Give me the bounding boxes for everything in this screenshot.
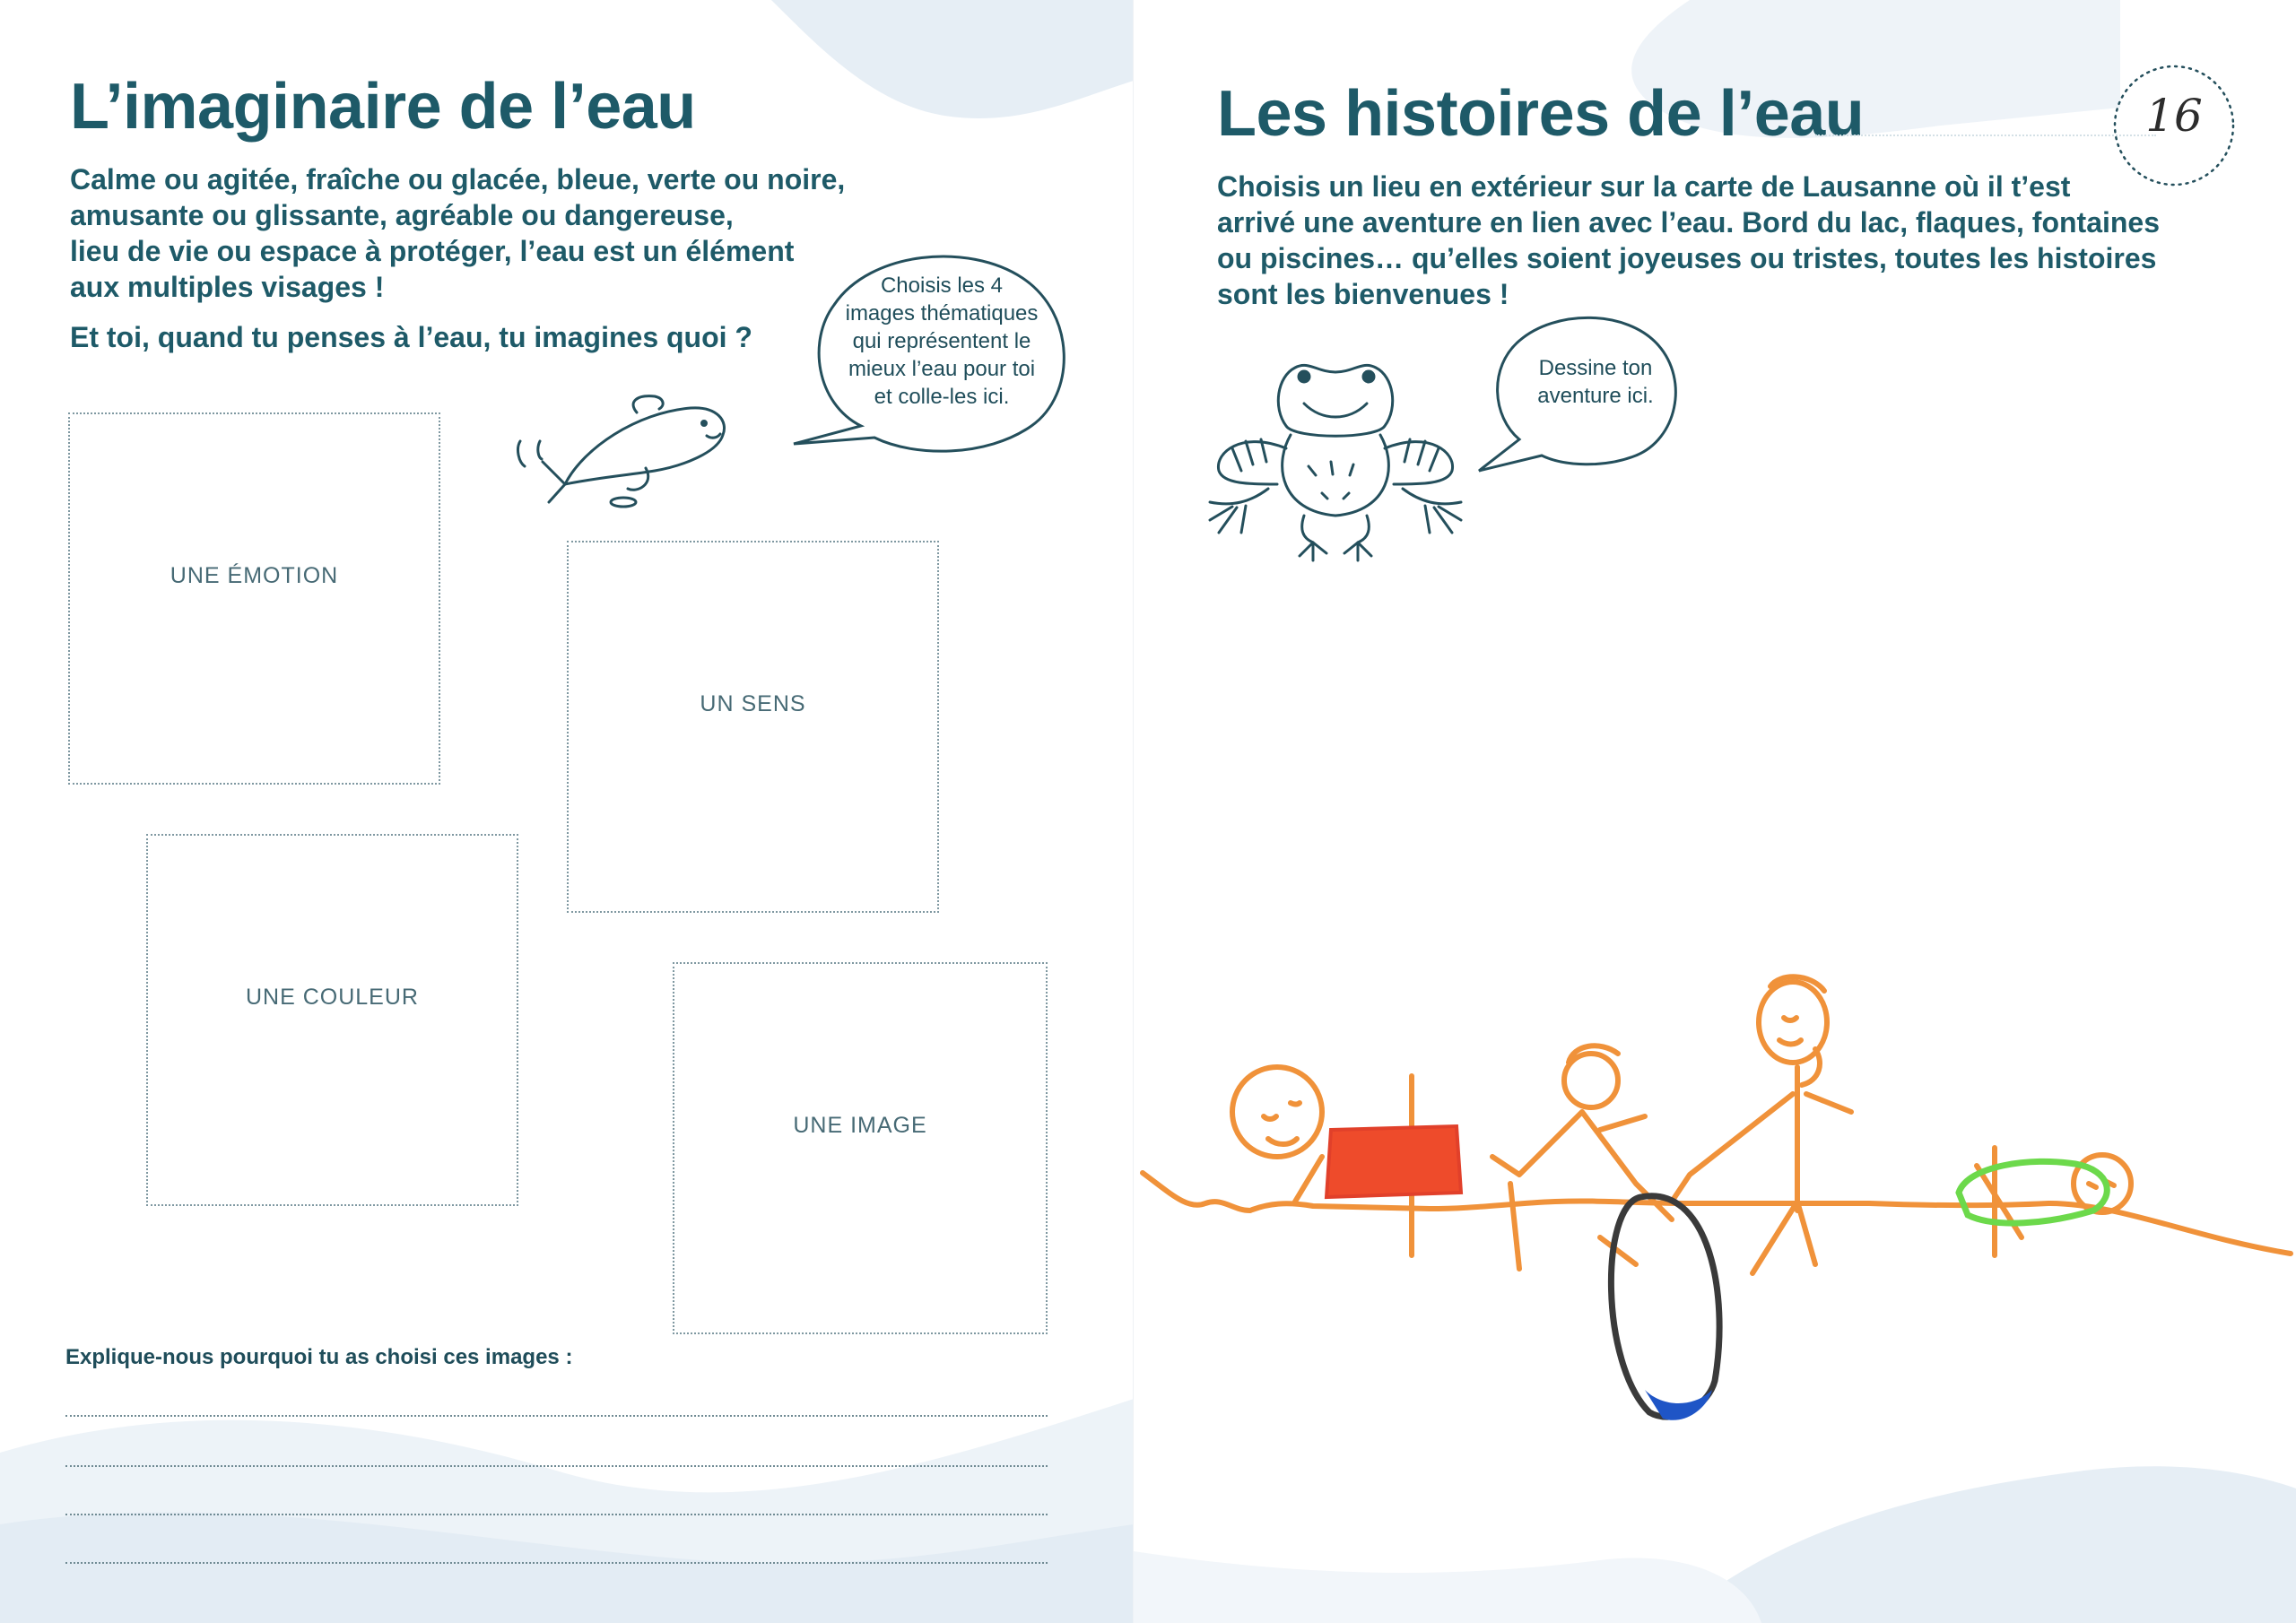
box-sens[interactable] [567, 541, 939, 913]
page-title: Les histoires de l’eau [1217, 78, 1865, 150]
intro-line: ou piscines… qu’elles soient joyeuses ou tristes, toutes les histoires [1217, 242, 2157, 274]
box-emotion[interactable] [68, 412, 440, 785]
bubble-line: aventure ici. [1537, 384, 1654, 408]
bubble-line: mieux l’eau pour toi [848, 357, 1036, 381]
writing-line[interactable] [65, 1415, 1048, 1417]
box-couleur[interactable] [146, 834, 518, 1206]
box-image[interactable] [673, 962, 1048, 1334]
intro-line: amusante ou glissante, agréable ou dangereuse, [70, 199, 734, 231]
intro-line: aux multiples visages ! [70, 271, 385, 303]
bubble-line: Choisis les 4 [880, 273, 1004, 298]
intro-line: sont les bienvenues ! [1217, 278, 1509, 310]
box-label: UN SENS [700, 691, 806, 716]
intro-line: Choisis un lieu en extérieur sur la carte de Lausanne où il t’est [1217, 170, 2071, 203]
box-label: UNE COULEUR [246, 985, 419, 1010]
right-page [1134, 0, 2296, 1623]
question-text: Et toi, quand tu penses à l’eau, tu imagines quoi ? [70, 321, 752, 353]
intro-text [1217, 169, 2168, 312]
box-label: UNE ÉMOTION [170, 563, 339, 588]
bubble-line: qui représentent le [852, 329, 1031, 353]
box-label: UNE IMAGE [793, 1113, 927, 1138]
bubble-line: Dessine ton [1538, 356, 1653, 380]
writing-line[interactable] [65, 1465, 1048, 1467]
frog-icon [1196, 350, 1492, 574]
bubble-text [825, 272, 1058, 411]
intro-text [70, 161, 877, 305]
page-number: 16 [2145, 90, 2203, 142]
child-drawing [1134, 968, 2296, 1453]
bubble-text [1515, 354, 1676, 410]
left-page [0, 0, 1134, 1623]
fish-icon [502, 377, 744, 511]
bubble-line: et colle-les ici. [874, 385, 1010, 409]
bubble-line: images thématiques [845, 301, 1039, 325]
intro-line: Calme ou agitée, fraîche ou glacée, bleue, verte ou noire, [70, 163, 846, 195]
intro-line: arrivé une aventure en lien avec l’eau. Bord du lac, flaques, fontaines [1217, 206, 2161, 239]
intro-line: lieu de vie ou espace à protéger, l’eau est un élément [70, 235, 795, 267]
writing-line[interactable] [65, 1514, 1048, 1515]
writing-line[interactable] [65, 1562, 1048, 1564]
explain-label: Explique-nous pourquoi tu as choisi ces images : [65, 1345, 573, 1369]
page-title: L’imaginaire de l’eau [70, 71, 696, 143]
